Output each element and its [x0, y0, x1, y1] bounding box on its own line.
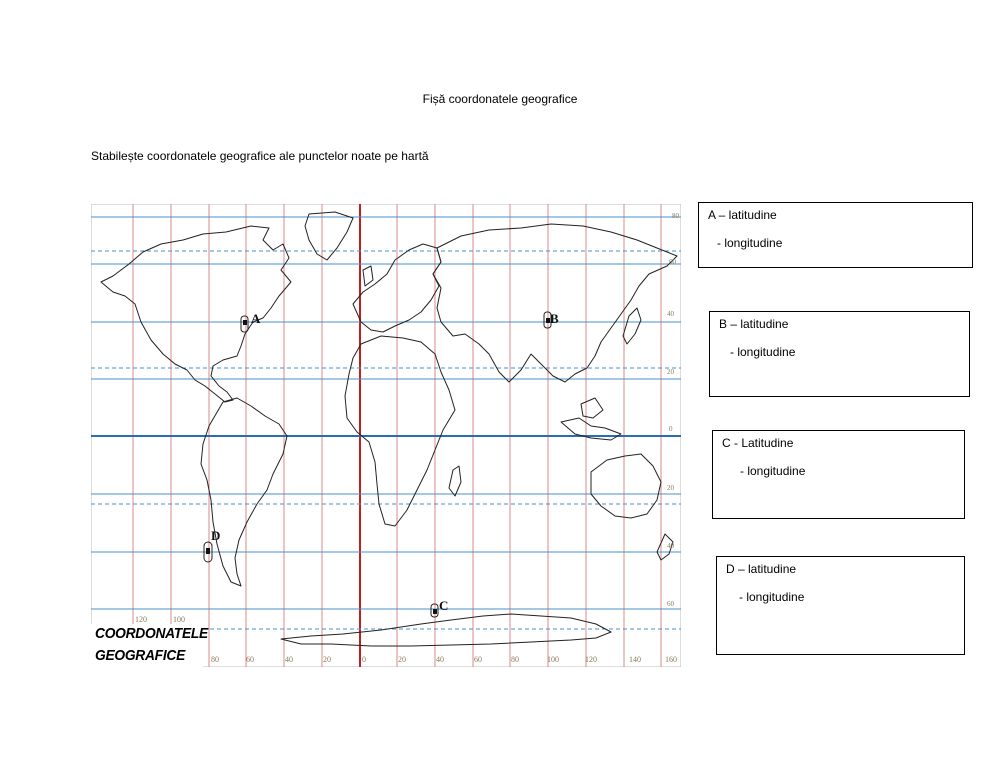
map-caption-line2: GEOGRAFICE	[95, 647, 186, 664]
lat-label: 40	[667, 542, 674, 550]
answer-a-latitude: A – latitudine	[708, 208, 777, 222]
point-b-label: B	[550, 311, 559, 326]
page-title: Fișă coordonatele geografice	[422, 92, 578, 106]
lon-label: 140	[629, 655, 641, 664]
answer-d-longitude: - longitudine	[739, 590, 805, 604]
point-a-label: A	[251, 311, 261, 326]
answer-a-longitude: - longitudine	[717, 236, 783, 250]
point-c-label: C	[439, 598, 449, 613]
lon-label: 40	[436, 655, 444, 664]
lat-label: 60	[667, 600, 674, 608]
map-caption-line1: COORDONATELE	[95, 625, 208, 642]
answer-d-latitude: D – latitudine	[726, 562, 797, 576]
lon-label: 120	[135, 615, 147, 624]
answer-box-b[interactable]	[709, 311, 970, 397]
lon-label: 120	[585, 655, 597, 664]
world-map	[91, 204, 681, 667]
point-d-label: D	[211, 528, 221, 543]
instruction-text: Stabilește coordonatele geografice ale punctelor noate pe hartă	[91, 149, 429, 163]
lon-label: 60	[246, 655, 254, 664]
lon-label: 160	[665, 655, 677, 664]
answer-c-latitude: C - Latitudine	[722, 436, 794, 450]
answer-b-latitude: B – latitudine	[719, 317, 789, 331]
answer-box-a[interactable]	[698, 202, 973, 268]
lon-label: 0	[362, 655, 366, 664]
lon-label: 60	[474, 655, 482, 664]
answer-box-c[interactable]	[712, 430, 965, 519]
lon-label: 40	[285, 655, 293, 664]
lat-label: 0	[669, 425, 673, 433]
lat-label: 40	[667, 310, 674, 318]
lon-label: 100	[547, 655, 559, 664]
lat-label: 20	[667, 484, 674, 492]
lat-label: 20	[667, 368, 674, 376]
answer-c-longitude: - longitudine	[740, 464, 806, 478]
answer-b-longitude: - longitudine	[730, 345, 796, 359]
lon-label: 80	[511, 655, 519, 664]
lon-label: 100	[173, 615, 185, 624]
lon-label: 20	[398, 655, 406, 664]
lat-label: 80	[672, 212, 679, 220]
lat-label: 60	[669, 258, 676, 266]
world-map-svg	[91, 204, 681, 667]
lon-label: 20	[323, 655, 331, 664]
lon-label: 80	[211, 655, 219, 664]
answer-box-d[interactable]	[716, 556, 965, 655]
